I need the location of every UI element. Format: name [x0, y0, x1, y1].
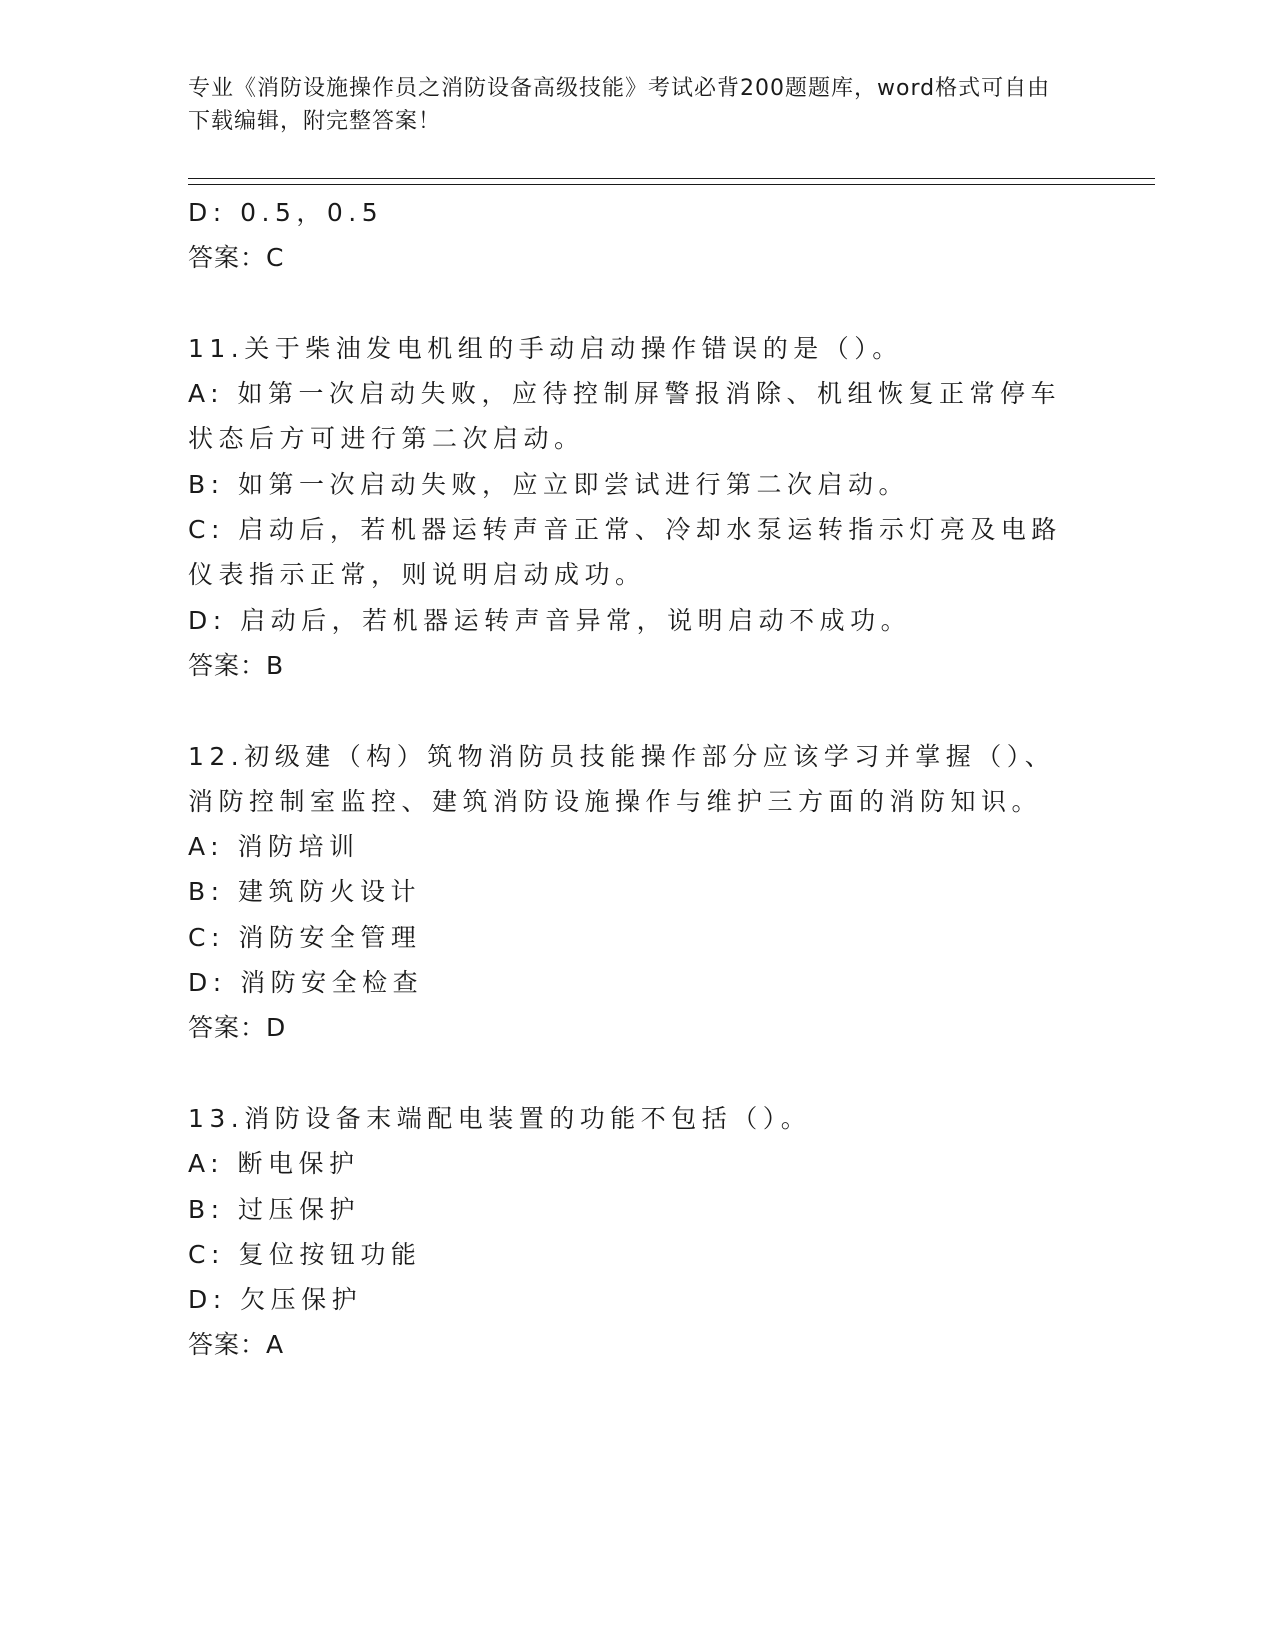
question-13: [188, 1096, 1068, 1368]
option-d: D: 启动后，若机器运转声音异常，说明启动不成功。: [188, 605, 912, 635]
option-a: A: 消防培训: [188, 832, 360, 862]
spacer: [188, 1051, 1068, 1096]
answer: 答案：A: [188, 1330, 285, 1360]
option-d: D: 欠压保护: [188, 1285, 363, 1315]
option-b: B: 过压保护: [188, 1194, 361, 1224]
document-body: [188, 190, 1068, 1368]
document-header: [188, 72, 1068, 138]
spacer: [188, 281, 1068, 326]
question-stem: 13.消防设备末端配电装置的功能不包括（）。: [188, 1103, 812, 1133]
question-stem: 12.初级建（构）筑物消防员技能操作部分应该学习并掌握（）、消防控制室监控、建筑消防设施操作与维护三方面的消防知识。: [188, 741, 1056, 816]
question-11: [188, 326, 1068, 688]
option-b: B: 建筑防火设计: [188, 877, 422, 907]
option-a: A: 断电保护: [188, 1149, 360, 1179]
question-12: [188, 734, 1068, 1051]
option-a: A: 如第一次启动失败，应待控制屏警报消除、机组恢复正常停车状态后方可进行第二次启动。: [188, 379, 1062, 454]
option-d: D: 消防安全检查: [188, 968, 424, 998]
answer: 答案：B: [188, 650, 285, 680]
option-c: C: 启动后，若机器运转声音正常、冷却水泵运转指示灯亮及电路仪表指示正常，则说明启动成功。: [188, 515, 1062, 590]
option-b: B: 如第一次启动失败，应立即尝试进行第二次启动。: [188, 469, 910, 499]
option-d: D: 0.5，0.5: [188, 198, 384, 227]
spacer: [188, 688, 1068, 733]
answer: 答案：D: [188, 1013, 287, 1043]
header-title: 专业《消防设施操作员之消防设备高级技能》考试必背200题题库，word格式可自由下载编辑，附完整答案！: [188, 76, 1051, 134]
header-divider: [188, 178, 1155, 185]
option-c: C: 消防安全管理: [188, 922, 422, 952]
question-stem: 11.关于柴油发电机组的手动启动操作错误的是（）。: [188, 333, 903, 363]
option-c: C: 复位按钮功能: [188, 1239, 422, 1269]
answer: 答案：C: [188, 243, 285, 273]
